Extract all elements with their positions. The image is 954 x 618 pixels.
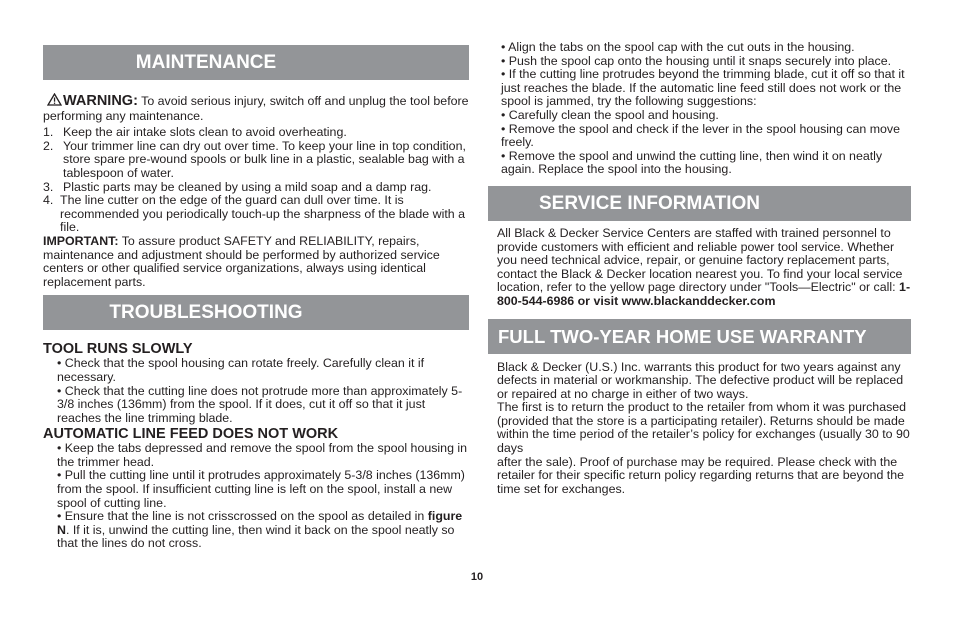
- list-text: Keep the air intake slots clean to avoid overheating.: [63, 125, 347, 140]
- list-item: • Check that the cutting line does not protrude more than approximately 5-3/8 inches (136mm) from the spool. If it does, cut it off so that it just reaches the line trimming blade.: [57, 383, 463, 425]
- troubleshooting-heading: TROUBLESHOOTING: [43, 295, 469, 330]
- list-item: [43, 140, 469, 181]
- list-text: Plastic parts may be cleaned by using a mild soap and a damp rag.: [63, 179, 432, 194]
- warning-triangle-icon: [47, 93, 62, 110]
- list-item: • Remove the spool and check if the lever in the spool housing can move freely.: [501, 121, 901, 150]
- list-item: • If the cutting line protrudes beyond the trimming blade, cut it off so that it just reaches the blade. If the automatic line feed still does not work or the spool is jammed, try the following suggestions:: [501, 67, 905, 109]
- list-item: • Remove the spool and unwind the cutting line, then wind it on neatly again. Replace the spool into the housing.: [501, 148, 883, 177]
- list-item: [43, 126, 469, 140]
- maintenance-list: [43, 126, 469, 235]
- list-number: 3.: [43, 179, 54, 194]
- maintenance-heading: MAINTENANCE: [43, 45, 469, 80]
- service-text: All Black & Decker Service Centers are staffed with trained personnel to provide customers with efficient and reliable power tool service. Whether you need technical advice, repair, or genuine factory replacement parts, contact the Black & Decker location nearest you. To find your local service location, refer to the yellow page directory under "Tools—Electric" or call:: [497, 225, 903, 295]
- important-paragraph: [43, 235, 469, 289]
- list-item: [43, 181, 469, 195]
- page-number: 10: [470, 571, 484, 583]
- warranty-paragraph: after the sale). Proof of purchase may be required. Please check with the retailer for their specific return policy regarding returns that are beyond the time set for exchanges.: [497, 454, 905, 496]
- service-contact: 1-800-544-6986 or visit www.blackanddecker.com: [497, 280, 911, 308]
- warning-paragraph: [43, 93, 469, 123]
- list-item: • Align the tabs on the spool cap with the cut outs in the housing.: [501, 40, 855, 54]
- list-item: [43, 510, 469, 551]
- bullet-text: • Ensure that the line is not crisscrossed on the spool as detailed in: [57, 509, 428, 524]
- warning-text: To avoid serious injury, switch off and unplug the tool before performing any maintenance.: [43, 94, 469, 123]
- runs-slowly-title: TOOL RUNS SLOWLY: [43, 341, 193, 358]
- important-label: IMPORTANT:: [43, 233, 119, 248]
- important-text: To assure product SAFETY and RELIABILITY, repairs, maintenance and adjustment should be performed by authorized service centers or other qualified service organizations, always using identical replacement parts.: [43, 233, 440, 289]
- warranty-paragraph: Black & Decker (U.S.) Inc. warrants this product for two years against any defects in material or workmanship. The defective product will be replaced or repaired at no charge in either of two ways.: [497, 359, 904, 401]
- warranty-paragraph: The first is to return the product to the retailer from whom it was purchased (provided that the store is a participating retailer). Returns should be made within the time period of the retailer’s policy for exchanges (usually 30 to 90 days: [497, 400, 910, 456]
- list-item: • Keep the tabs depressed and remove the spool from the spool housing in the trimmer head.: [57, 441, 468, 469]
- list-number: 2.: [43, 138, 54, 153]
- figure-reference: figure N: [57, 509, 463, 537]
- list-item: • Push the spool cap onto the housing until it snaps securely into place.: [501, 53, 892, 68]
- service-paragraph: [488, 227, 914, 309]
- service-heading: SERVICE INFORMATION: [488, 186, 911, 221]
- auto-feed-title: AUTOMATIC LINE FEED DOES NOT WORK: [43, 426, 339, 443]
- list-item: • Carefully clean the spool and housing.: [501, 107, 719, 122]
- warranty-heading: FULL TWO-YEAR HOME USE WARRANTY: [488, 319, 911, 354]
- bullet-text: . If it is, unwind the cutting line, then wind it back on the spool neatly so that the lines do not cross.: [57, 522, 455, 551]
- list-text: Your trimmer line can dry out over time. To keep your line in top condition, store spare pre-wound spools or bulk line in a plastic, sealable bag with a tablespoon of water.: [63, 138, 466, 180]
- list-number: 1.: [43, 125, 54, 140]
- list-item: • Check that the spool housing can rotate freely. Carefully clean it if necessary.: [57, 356, 425, 384]
- right-column: [488, 41, 914, 496]
- warning-label: WARNING:: [63, 93, 138, 109]
- list-item: • Pull the cutting line until it protrudes approximately 5-3/8 inches (136mm) from the spool. If insufficient cutting line is left on the spool, install a new spool of cutting line.: [57, 468, 465, 510]
- list-text: The line cutter on the edge of the guard can dull over time. It is recommended you periodically touch-up the sharpness of the blade with a file.: [60, 193, 466, 235]
- list-item: [43, 194, 469, 235]
- left-column: [43, 45, 469, 551]
- list-number: 4.: [43, 193, 54, 208]
